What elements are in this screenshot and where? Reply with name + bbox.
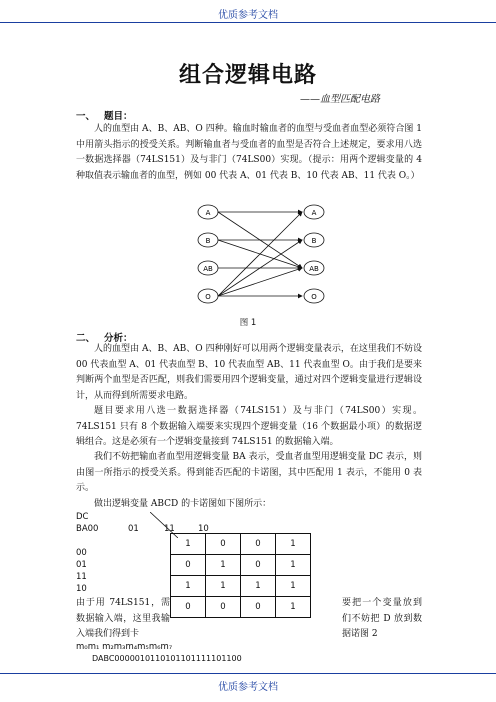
- dabc-sequence: DABC0000010110101101111101100: [92, 654, 242, 663]
- kmap-col-header: 01: [128, 524, 139, 534]
- kmap-cell: 1: [206, 576, 241, 597]
- kmap-cell: 1: [171, 534, 206, 555]
- right-node-ab: [304, 261, 324, 275]
- kmap-row: [171, 597, 311, 618]
- kmap-cell: 1: [241, 576, 276, 597]
- kmap-cell: 0: [206, 534, 241, 555]
- kmap-cell: 1: [276, 597, 311, 618]
- section1-number: 一、: [76, 111, 96, 122]
- section1-body: 人的血型由 A、B、AB、O 四种。输血时输血者的血型与受血者血型必须符合图 1 中用箭头指示的授受关系。判断输血者与受血者的血型是否符合上述规定，要求用八选一数据选择器（74LS151）及与非门（74LS00）实现。（提示：用两个逻辑变量的 4 种取值表示输血者的血型，例如 00 代表 A、01 代表 B、10 代表 AB、11 代表 O。）: [76, 124, 422, 181]
- kmap-row-header: 10: [76, 584, 87, 594]
- document-subtitle: ——血型匹配电路: [300, 94, 380, 105]
- svg-text:B: B: [205, 237, 211, 245]
- page-footer: 优质参考文档: [218, 682, 278, 693]
- right-node-b: [304, 233, 324, 247]
- kmap-cell: 0: [241, 597, 276, 618]
- right-node-o: [304, 289, 324, 303]
- svg-text:O: O: [205, 293, 211, 301]
- svg-text:A: A: [311, 209, 317, 217]
- kmap-cell: 0: [241, 555, 276, 576]
- minterm-labels: m₀m₁ m₂m₃m₄m₅m₆m₇: [76, 642, 173, 652]
- section1-heading: 题目：: [104, 111, 133, 122]
- section2-number: 二、: [76, 333, 96, 344]
- kmap-col-header: 11: [164, 524, 175, 534]
- svg-text:B: B: [311, 237, 317, 245]
- kmap-cell: 0: [241, 534, 276, 555]
- left-node-ab: [198, 261, 218, 275]
- left-node-b: [198, 233, 218, 247]
- kmap-row: [171, 576, 311, 597]
- kmap-cell: 0: [171, 597, 206, 618]
- kmap-row: [171, 534, 311, 555]
- section2-paragraph-3: 我们不妨把输血者血型用逻辑变量 BA 表示，受血者血型用逻辑变量 DC 表示，则由图一所指示的授受关系。得到能否匹配的卡诺图，其中匹配用 1 表示，不能用 0 表示。: [76, 452, 422, 494]
- figure-caption: 图 1: [239, 318, 257, 328]
- section2-paragraph-1: 人的血型由 A、B、AB、O 四种刚好可以用两个逻辑变量表示，在这里我们不妨设 00 代表血型 A、01 代表血型 B、10 代表血型 AB、11 代表血型 O。由于我们是要来判断两个血型是否匹配，则我们需要用四个逻辑变量，通过对四个逻辑变量进行逻辑设计，从而得到所需要求电路。: [76, 344, 422, 401]
- kmap-row-header: 00: [76, 548, 87, 558]
- section2-paragraph-2: 题目要求用八选一数据选择器（74LS151）及与非门（74LS00）实现。74LS151 只有 8 个数据输入端要来实现四个逻辑变量（16 个数据最小项）的数据逻辑组合。这是必须有一个逻辑变量接到 74LS151 的数据输入端。: [76, 406, 422, 448]
- kmap-cell: 0: [206, 597, 241, 618]
- kmap-corner-top: DC: [76, 512, 89, 522]
- right-node-a: [304, 205, 324, 219]
- svg-text:AB: AB: [203, 265, 213, 273]
- karnaugh-map: [170, 533, 311, 618]
- header-divider: [0, 22, 496, 23]
- arrow-o-a: [218, 212, 302, 296]
- kmap-corner-left: BA00: [76, 524, 99, 534]
- page-header: 优质参考文档: [218, 10, 278, 21]
- kmap-cell: 0: [171, 555, 206, 576]
- footer-divider: [0, 673, 496, 674]
- left-node-a: [198, 205, 218, 219]
- tail-right-text: 要把一个变量放到们不妨把 D 放到数据诺图 2: [342, 598, 422, 640]
- left-node-o: [198, 289, 218, 303]
- kmap-row: [171, 555, 311, 576]
- kmap-row-header: 11: [76, 572, 87, 582]
- tail-left-text: 由于用 74LS151，需数据输入端，这里我输入端我们得到卡: [76, 598, 170, 640]
- blood-type-diagram: [180, 198, 340, 314]
- kmap-row-header: 01: [76, 560, 87, 570]
- kmap-col-header: 10: [198, 524, 209, 534]
- svg-text:A: A: [205, 209, 211, 217]
- svg-text:O: O: [311, 293, 317, 301]
- kmap-cell: 1: [206, 555, 241, 576]
- svg-text:AB: AB: [309, 265, 319, 273]
- kmap-cell: 1: [276, 534, 311, 555]
- kmap-cell: 1: [276, 576, 311, 597]
- document-title: 组合逻辑电路: [178, 63, 317, 88]
- section2-heading: 分析：: [104, 333, 133, 344]
- arrow-o-ab: [218, 268, 302, 296]
- kmap-cell: 1: [171, 576, 206, 597]
- section2-paragraph-4: 做出逻辑变量 ABCD 的卡诺图如下图所示：: [94, 499, 272, 509]
- kmap-cell: 1: [276, 555, 311, 576]
